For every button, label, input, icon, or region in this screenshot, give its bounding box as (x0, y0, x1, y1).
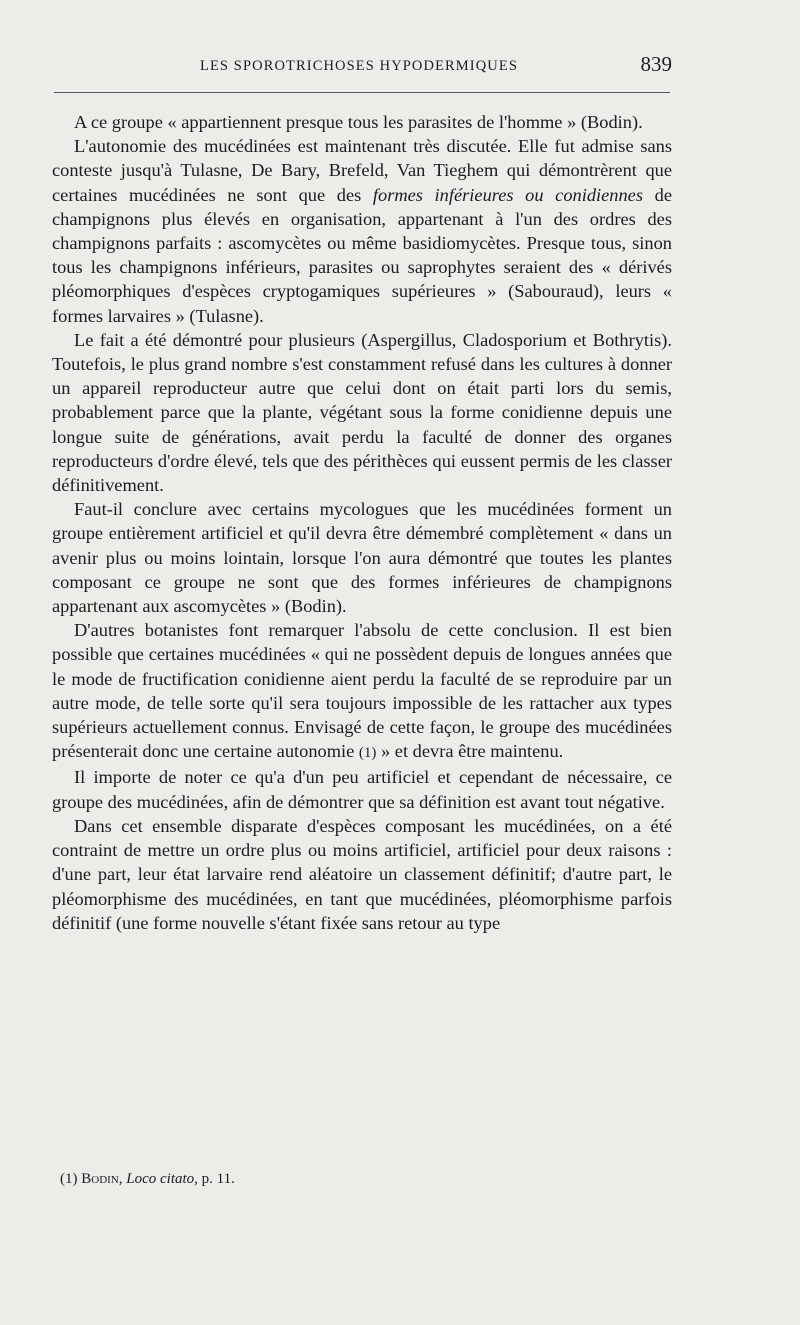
paragraph (52, 134, 672, 328)
footnote (60, 1169, 660, 1189)
emphasis-text: formes inférieures ou conidiennes (372, 184, 644, 205)
footnote-reference: (1) (358, 745, 377, 762)
text-run: D'autres botanistes font remarquer l'absolu de cette conclusion. Il est bien possible que certaines mucédinées « qui ne possèdent depuis de longues années que le mode de fructification conidienne aient perdu la faculté de se reproduire par un autre mode, de telle sorte qu'il sera toujours impossible de les rattacher aux types supérieurs actuellement connus. Envisagé de cette façon, le groupe des mucédinées présenterait donc une certaine autonomie (52, 620, 672, 762)
paragraph: A ce groupe « appartiennent presque tous les parasites de l'homme » (Bodin). (74, 112, 643, 132)
text-run: » et devra être maintenu. (376, 741, 564, 762)
paragraph (52, 618, 672, 765)
paragraph: Le fait a été démontré pour plusieurs (Aspergillus, Cladosporium et Bothrytis). Toutefois, le plus grand nombre s'est constamment refusé dans les cultures à donner un appareil reproducteur autre que celui dont on était parti lors du semis, probablement parce que la plante, végétant sous la forme conidienne depuis une longue suite de générations, avait perdu la faculté de donner des organes reproducteurs d'ordre élevé, tels que des périthèces qui eussent permis de les classer définitivement. (52, 329, 672, 496)
paragraph: Faut-il conclure avec certains mycologues que les mucédinées forment un groupe entièrement artificiel et qu'il devra être démembré complètement « dans un avenir plus ou moins lointain, lorsque l'on aura démontré que toutes les plantes composant ce groupe ne sont que des formes inférieures de champignons appartenant aux ascomycètes » (Bodin). (52, 499, 672, 617)
footnote-page: p. 11. (201, 1171, 235, 1187)
paragraph: Dans cet ensemble disparate d'espèces composant les mucédinées, on a été contraint de mettre un ordre plus ou moins artificiel, artificiel pour deux raisons : d'une part, leur état larvaire rend aléatoire un classement définitif; d'autre part, le pléomorphisme des mucédinées, en tant que mucédinées, pléomorphisme parfois définitif (une forme nouvelle s'étant fixée sans retour au type (52, 815, 672, 933)
running-title: LES SPOROTRICHOSES HYPODERMIQUES (200, 58, 518, 74)
footnote-marker: (1) (60, 1171, 78, 1187)
text-run: de champignons plus élevés en organisation, appartenant à l'un des ordres des champignons parfaits : ascomycètes ou même basidiomycètes. Presque tous, sinon tous les champignons inférieurs, parasites ou saprophytes seraient des « dérivés pléomorphiques d'espèces cryptogamiques supérieures » (Sabouraud), leurs « formes larvaires » (Tulasne). (52, 184, 672, 326)
paragraph: Il importe de noter ce qu'a d'un peu artificiel et cependant de nécessaire, ce groupe des mucédinées, afin de démontrer que sa définition est avant tout négative. (52, 767, 672, 812)
header-rule (54, 92, 670, 93)
text-run: L'autonomie des mucédinées est maintenant très discutée. Elle fut admise sans conteste jusqu'à Tulasne, De Bary, Brefeld, Van Tieghem qui démontrèrent que certaines mucédinées ne sont que des (52, 136, 672, 205)
page-number: 839 (640, 52, 672, 76)
body-text (52, 110, 672, 935)
footnote-author: Bodin, (81, 1171, 123, 1187)
footnote-work: Loco citato, (126, 1171, 198, 1187)
page-header (50, 52, 672, 82)
